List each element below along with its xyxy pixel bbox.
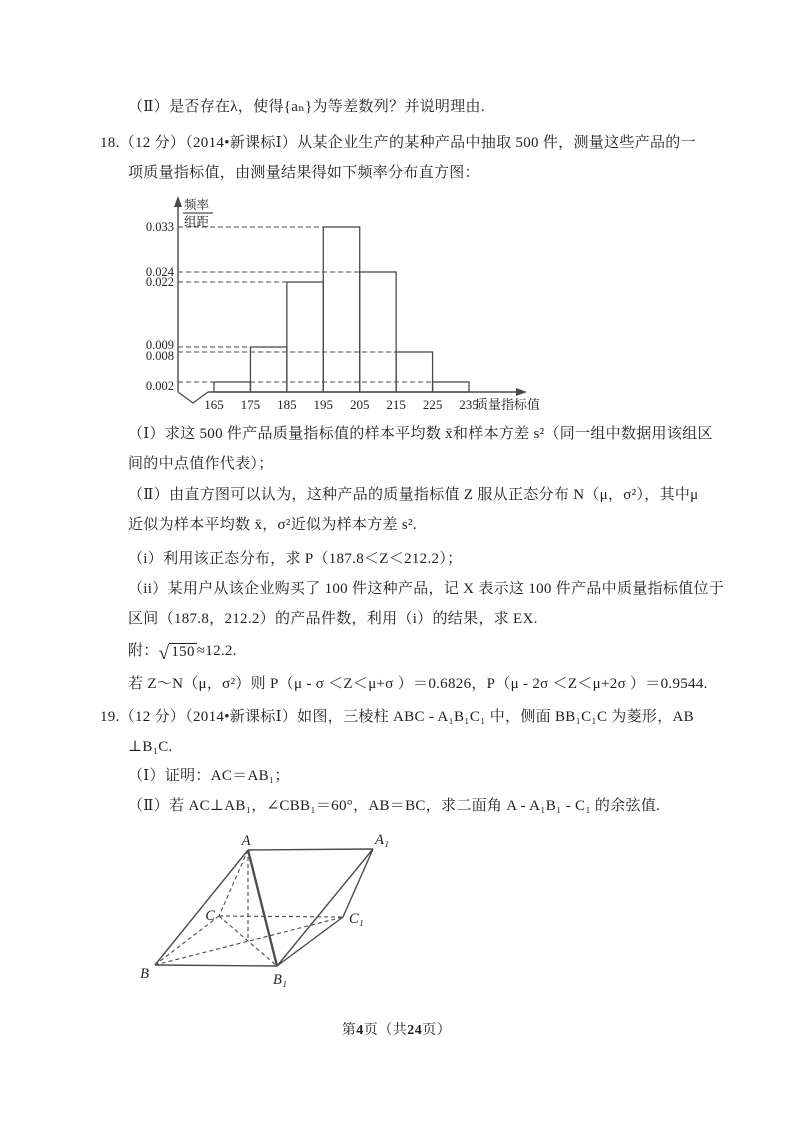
svg-text:195: 195 bbox=[313, 397, 334, 412]
p18-part1-line1: （Ⅰ）求这 500 件产品质量指标值的样本平均数 x̄和样本方差 s²（同一组中数据用该组区 bbox=[128, 426, 713, 442]
svg-text:组距: 组距 bbox=[184, 215, 210, 229]
p18-stem-line2: 项质量指标值，由测量结果得如下频率分布直方图： bbox=[128, 165, 480, 181]
p19-part1-line: （Ⅰ）证明：AC＝AB₁； bbox=[128, 768, 290, 784]
svg-text:215: 215 bbox=[386, 397, 406, 412]
p18-stem-line1: 18.（12 分）（2014•新课标Ⅰ）从某企业生产的某种产品中抽取 500 件，测量这些产品的一 bbox=[100, 135, 696, 151]
p17-part2-line: （Ⅱ）是否存在λ，使得{aₙ}为等差数列？并说明理由. bbox=[128, 99, 485, 115]
svg-text:0.022: 0.022 bbox=[145, 275, 174, 289]
p18-note2-line: 若 Z～N（μ，σ²）则 P（μ - σ ＜Z＜μ+σ ）＝0.6826，P（μ - 2σ ＜Z＜μ+2σ ）＝0.9544. bbox=[128, 676, 708, 692]
p18-sub-i-line: （i）利用该正态分布，求 P（187.8＜Z＜212.2）； bbox=[128, 551, 463, 567]
footer-part: 页（共 bbox=[363, 1023, 408, 1038]
page-footer bbox=[0, 1019, 793, 1039]
footer-part: 页） bbox=[422, 1023, 452, 1038]
p18-part1-line2: 间的中点值作代表）； bbox=[128, 456, 274, 472]
svg-text:0.033: 0.033 bbox=[145, 220, 174, 234]
svg-text:0.024: 0.024 bbox=[145, 265, 174, 279]
p18-part2-line2: 近似为样本平均数 x̄，σ²近似为样本方差 s². bbox=[128, 517, 417, 533]
p19-part2-line: （Ⅱ）若 AC⊥AB₁，∠CBB₁＝60°，AB＝BC，求二面角 A - A₁B₁ - C₁ 的余弦值. bbox=[128, 798, 661, 814]
footer-page-number: 4 bbox=[356, 1023, 364, 1038]
footer-total-pages: 24 bbox=[407, 1023, 423, 1038]
p19-stem-line1: 19.（12 分）（2014•新课标Ⅰ）如图，三棱柱 ABC - A₁B₁C₁ 中，侧面 BB₁C₁C 为菱形，AB bbox=[100, 709, 694, 725]
note-suffix: ≈12.2. bbox=[196, 643, 237, 659]
svg-text:175: 175 bbox=[240, 397, 261, 412]
svg-text:205: 205 bbox=[349, 397, 370, 412]
p18-sub-ii-line1: （ii）某用户从该企业购买了 100 件这种产品，记 X 表示这 100 件产品中质量指标值位于 bbox=[128, 581, 725, 597]
frequency-histogram bbox=[145, 194, 555, 422]
sqrt-radical-symbol: √ bbox=[158, 643, 170, 664]
svg-text:225: 225 bbox=[422, 397, 443, 412]
svg-text:235: 235 bbox=[459, 397, 479, 412]
p18-sub-ii-line2: 区间（187.8，212.2）的产品件数，利用（i）的结果，求 EX. bbox=[128, 611, 538, 627]
svg-text:频率: 频率 bbox=[184, 198, 210, 212]
footer-part: 第 bbox=[341, 1023, 357, 1038]
svg-text:0.008: 0.008 bbox=[145, 349, 174, 363]
svg-text:185: 185 bbox=[277, 397, 297, 412]
p18-note1-line bbox=[128, 641, 237, 664]
svg-text:A₁: A₁ bbox=[375, 832, 389, 848]
p19-stem-line2: ⊥B₁C. bbox=[128, 739, 173, 755]
svg-text:B: B bbox=[140, 966, 149, 982]
svg-text:B₁: B₁ bbox=[273, 972, 287, 988]
note-prefix: 附： bbox=[128, 643, 159, 659]
svg-text:C₁: C₁ bbox=[349, 911, 364, 927]
svg-text:0.009: 0.009 bbox=[145, 338, 174, 352]
prism-figure bbox=[130, 830, 420, 995]
svg-text:质量指标值: 质量指标值 bbox=[475, 397, 541, 412]
svg-text:A: A bbox=[241, 833, 251, 849]
svg-text:0.002: 0.002 bbox=[145, 379, 174, 393]
svg-text:C: C bbox=[205, 908, 215, 924]
svg-text:165: 165 bbox=[204, 397, 224, 412]
sqrt-radicand: 150 bbox=[171, 644, 195, 660]
p18-part2-line1: （Ⅱ）由直方图可以认为，这种产品的质量指标值 Z 服从正态分布 N（μ，σ²），其中μ bbox=[128, 487, 699, 503]
